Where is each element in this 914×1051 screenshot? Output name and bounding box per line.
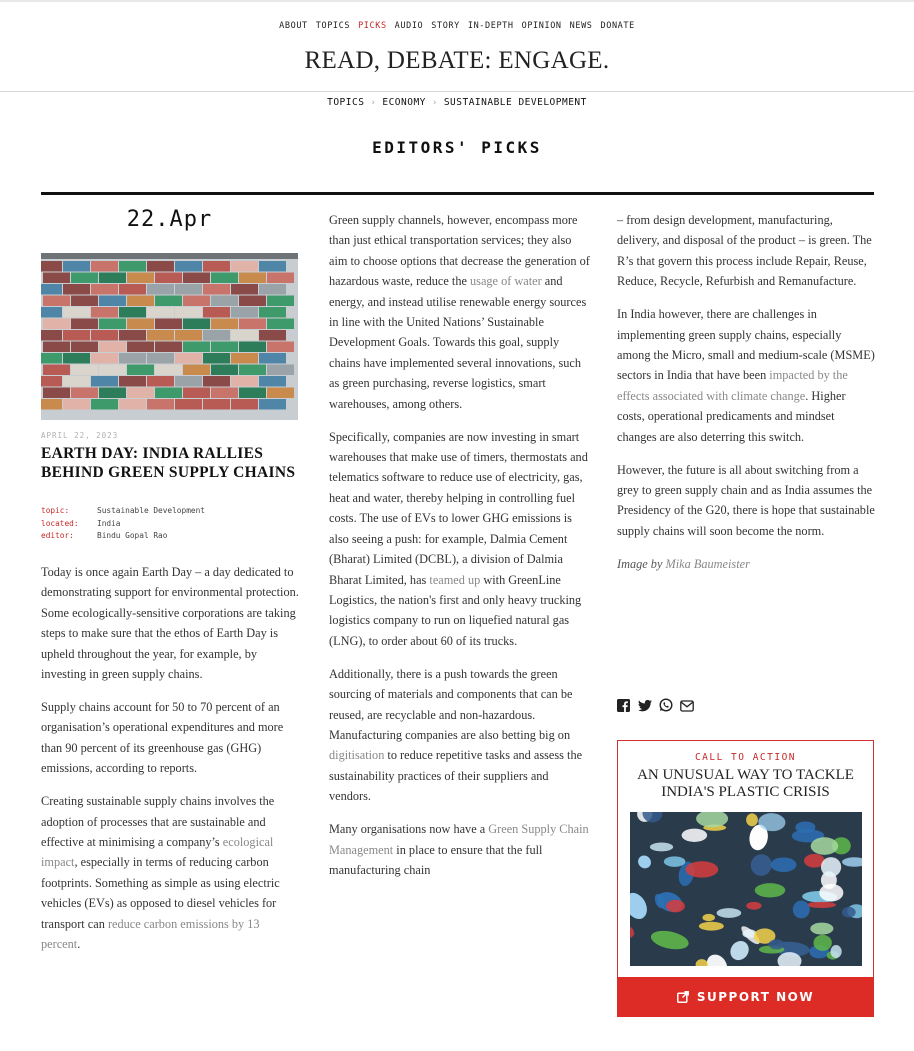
- article-paragraph: [329, 664, 591, 807]
- cta-title[interactable]: AN UNUSUAL WAY TO TACKLE INDIA'S PLASTIC CRISIS: [637, 767, 854, 800]
- text-segment: with GreenLine Logistics, the nation's first and only heavy trucking logistics company to run on liquefied natural gas (LNG), to order about 60 of its trucks.: [329, 572, 582, 648]
- top-border: [0, 0, 914, 2]
- meta-value[interactable]: Bindu Gopal Rao: [97, 531, 168, 540]
- meta-key: topic:: [41, 506, 70, 515]
- chevron-right-icon: ›: [431, 98, 438, 108]
- text-segment: Additionally, there is a push towards the green sourcing of materials and components that can be reused, are recyclable and non-hazardous. Manufacturing companies are also betting big on: [329, 666, 573, 742]
- article-paragraph: [617, 304, 875, 447]
- inline-link[interactable]: impacted by the effects associated with climate change: [617, 368, 848, 403]
- meta-row: [41, 530, 205, 543]
- text-segment: and energy, and instead utilise renewable energy sources in line with the United Nations’ Sustainable Development Goals. Towards this goal, supply chains have implemented several innovations, such as green purchasing, reverse logistics, smart warehouses, among others.: [329, 274, 587, 411]
- article-column-2: [329, 210, 591, 893]
- inline-link[interactable]: teamed up: [429, 572, 481, 587]
- text-segment: Supply chains account for 50 to 70 percent of an organisation’s operational expenditures and more than 90 percent of its greenhouse gas (GHG) emissions, according to reports.: [41, 700, 284, 776]
- text-segment: Today is once again Earth Day – a day dedicated to demonstrating support for environmental protection. Some ecologically-sensitive corporations are taking steps to make sure that the ethos of Earth Day is upheld throughout the year, for example, by investing in green supply chains.: [41, 565, 299, 682]
- text-segment: In India however, there are challenges in implementing green supply chains, especially among the Micro, small and medium-scale (MSME) sectors in India that have been: [617, 307, 875, 383]
- meta-row: [41, 518, 205, 531]
- meta-row: [41, 505, 205, 518]
- article-paragraph: [617, 210, 875, 292]
- text-segment: Specifically, companies are now investing in smart warehouses that make use of timers, thermostats and telematics software to reduce use of electricity, gas, heat and water, thereby helping in controlling fuel costs. The use of EVs to lower GHG emissions is also seeing a push: for example, Dalmia Cement (Bharat) Limited (DCBL), a division of Dalmia Bharat Limited, has: [329, 429, 588, 587]
- containers-illustration: [41, 253, 298, 420]
- site-title[interactable]: READ, DEBATE: ENGAGE.: [304, 47, 610, 74]
- date-badge: 22.Apr: [126, 207, 213, 232]
- breadcrumb-sustainable-development[interactable]: SUSTAINABLE DEVELOPMENT: [443, 97, 587, 108]
- share-bar: [617, 697, 695, 712]
- post-meta: [41, 505, 205, 543]
- hero-image-shipping-containers: [41, 253, 298, 420]
- cta-label: CALL TO ACTION: [694, 752, 797, 763]
- nav-audio[interactable]: AUDIO: [394, 21, 424, 31]
- call-to-action-card: [617, 740, 874, 1017]
- inline-link[interactable]: Green Supply Chain Management: [329, 822, 589, 857]
- cta-image-plastic-bottles: [630, 812, 862, 966]
- nav-news[interactable]: NEWS: [569, 21, 593, 31]
- article-paragraph: [41, 791, 299, 954]
- text-segment: to reduce repetitive tasks and assess the sustainability practices of their suppliers and vendors.: [329, 748, 583, 804]
- whatsapp-icon[interactable]: [659, 697, 674, 712]
- article-paragraph: [329, 819, 591, 880]
- meta-value[interactable]: Sustainable Development: [97, 506, 205, 515]
- header-divider: [0, 91, 914, 92]
- nav-in-depth[interactable]: IN-DEPTH: [467, 21, 514, 31]
- article-column-3: [617, 210, 875, 587]
- column-3-paragraphs: [617, 210, 875, 541]
- text-segment: in place to ensure that the full manufacturing chain: [329, 842, 543, 877]
- bottles-illustration: [630, 812, 862, 966]
- nav-story[interactable]: STORY: [431, 21, 460, 31]
- article-paragraph: [329, 210, 591, 414]
- external-link-icon: [677, 991, 689, 1003]
- image-credit-link[interactable]: Mika Baumeister: [665, 556, 750, 571]
- breadcrumb: [0, 97, 914, 108]
- twitter-icon[interactable]: [638, 697, 653, 712]
- section-divider: [41, 192, 874, 195]
- post-date: APRIL 22, 2023: [41, 431, 119, 440]
- facebook-icon[interactable]: [617, 697, 632, 712]
- text-segment: Many organisations now have a: [329, 822, 489, 837]
- article-paragraph: [41, 697, 299, 779]
- image-credit: [617, 554, 875, 574]
- text-segment: However, the future is all about switching from a grey to green supply chain and as India assumes the Presidency of the G20, there is hope that sustainable supply chains will soon become the norm.: [617, 462, 875, 538]
- nav-topics[interactable]: TOPICS: [315, 21, 351, 31]
- text-segment: .: [77, 937, 81, 952]
- inline-link[interactable]: digitisation: [329, 748, 385, 763]
- post-title: EARTH DAY: INDIA RALLIES BEHIND GREEN SUPPLY CHAINS: [41, 445, 296, 481]
- section-title: EDITORS' PICKS: [372, 138, 542, 157]
- article-paragraph: [329, 427, 591, 651]
- inline-link[interactable]: ecological impact: [41, 835, 274, 870]
- main-nav: [0, 21, 914, 31]
- text-segment: Creating sustainable supply chains involves the adoption of processes that are sustainable and effective at minimising a company’s: [41, 794, 275, 850]
- text-segment: , especially in terms of reducing carbon footprints. Something as simple as using electric vehicles (EVs) as opposed to diesel vehicles for transport can: [41, 855, 280, 931]
- text-segment: – from design development, manufacturing, delivery, and disposal of the product – is green. The R’s that govern this process include Repair, Reuse, Reduce, Recycle, Refurbish and Remanufacture.: [617, 213, 872, 289]
- support-now-label: SUPPORT NOW: [696, 990, 815, 1004]
- text-segment: . Higher costs, operational predicaments and mindset changes are also deterring this switch.: [617, 388, 846, 444]
- inline-link[interactable]: usage of water: [470, 274, 542, 289]
- nav-donate[interactable]: DONATE: [600, 21, 635, 31]
- inline-link[interactable]: reduce carbon emissions by 13 percent: [41, 916, 260, 952]
- article-paragraph: [41, 562, 299, 684]
- nav-picks[interactable]: PICKS: [358, 21, 387, 31]
- text-segment: Green supply channels, however, encompass more than just ethical transportation services; they also aim to choose options that decrease the generation of hazardous waste, reduce the: [329, 213, 590, 289]
- support-now-button[interactable]: [618, 977, 873, 1017]
- breadcrumb-topics[interactable]: TOPICS: [327, 97, 365, 108]
- nav-about[interactable]: ABOUT: [279, 21, 308, 31]
- meta-key: editor:: [41, 531, 74, 540]
- article-column-1: [41, 562, 299, 967]
- breadcrumb-economy[interactable]: ECONOMY: [382, 97, 426, 108]
- email-icon[interactable]: [680, 697, 695, 712]
- meta-key: located:: [41, 518, 79, 528]
- article-paragraph: [617, 460, 875, 542]
- chevron-right-icon: ›: [370, 98, 377, 108]
- nav-opinion[interactable]: OPINION: [521, 21, 562, 31]
- image-credit-prefix: Image by: [617, 556, 666, 571]
- meta-value[interactable]: India: [97, 518, 121, 528]
